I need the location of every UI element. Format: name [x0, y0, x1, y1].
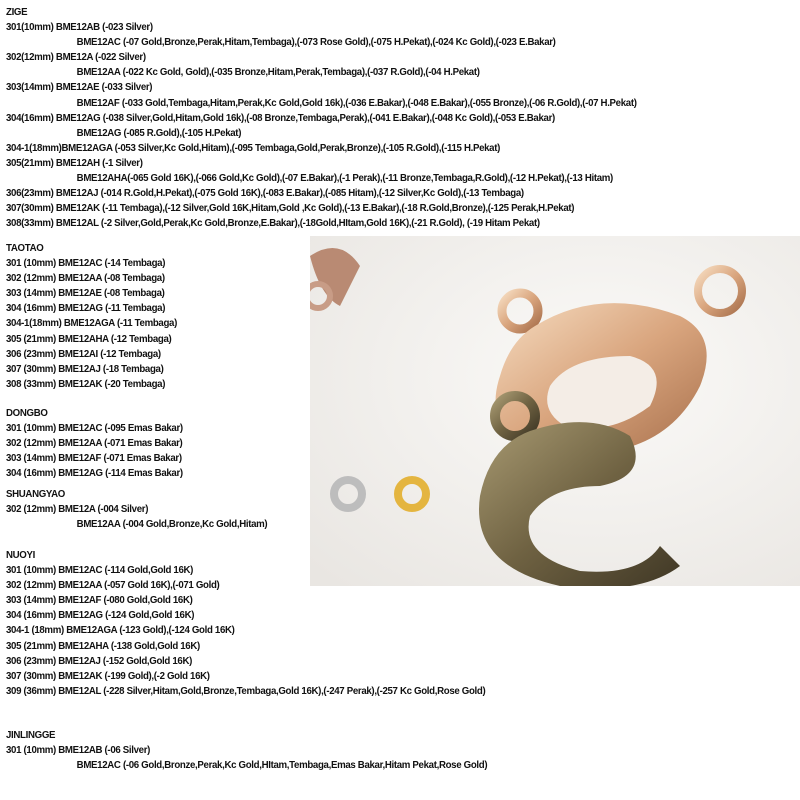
product-line: 304 (16mm) BME12AG (-114 Emas Bakar): [6, 468, 183, 480]
product-line: BME12AC (-06 Gold,Bronze,Perak,Kc Gold,HItam,Tembaga,Emas Bakar,Hitam Pekat,Rose Gold): [76, 760, 488, 772]
product-line: BME12AC (-07 Gold,Bronze,Perak,Hitam,Tembaga),(-073 Rose Gold),(-075 H.Pekat),(-024 Kc Gold),(-023 E.Bakar): [76, 37, 556, 49]
product-line: 305(21mm) BME12AH (-1 Silver): [6, 157, 143, 169]
brand-heading: DONGBO: [6, 408, 48, 419]
product-line: 303 (14mm) BME12AF (-080 Gold,Gold 16K): [6, 595, 193, 607]
product-line: 306 (23mm) BME12AJ (-152 Gold,Gold 16K): [6, 655, 192, 667]
product-line: BME12AA (-022 Kc Gold, Gold),(-035 Bronze,Hitam,Perak,Tembaga),(-037 R.Gold),(-04 H.Pekat): [76, 67, 480, 79]
product-line: 307 (30mm) BME12AJ (-18 Tembaga): [6, 363, 164, 375]
product-line: 305 (21mm) BME12AHA (-138 Gold,Gold 16K): [6, 640, 200, 652]
product-line: 304-1 (18mm) BME12AGA (-123 Gold),(-124 Gold 16K): [6, 625, 235, 637]
product-line: 304-1(18mm) BME12AGA (-11 Tembaga): [6, 318, 177, 330]
product-line: 305 (21mm) BME12AHA (-12 Tembaga): [6, 333, 172, 345]
product-line: 303(14mm) BME12AE (-033 Silver): [6, 82, 153, 94]
product-line: 302(12mm) BME12A (-022 Silver): [6, 52, 146, 64]
product-line: 302 (12mm) BME12A (-004 Silver): [6, 504, 149, 516]
product-line: 303 (14mm) BME12AE (-08 Tembaga): [6, 288, 165, 300]
product-line: 308 (33mm) BME12AK (-20 Tembaga): [6, 378, 166, 390]
product-line: 301 (10mm) BME12AC (-095 Emas Bakar): [6, 423, 183, 435]
brand-heading: ZIGE: [6, 7, 28, 18]
brand-section-dongbo: [6, 406, 183, 481]
product-line: 307(30mm) BME12AK (-11 Tembaga),(-12 Silver,Gold 16K,Hitam,Gold ,Kc Gold),(-13 E.Bakar),(-18 R.Gold,Bronze),(-125 Perak,H.Pekat): [6, 203, 575, 215]
product-line: 301 (10mm) BME12AB (-06 Silver): [6, 745, 151, 757]
product-line: 304 (16mm) BME12AG (-11 Tembaga): [6, 303, 166, 315]
brand-heading: NUOYI: [6, 550, 35, 561]
product-line: 304 (16mm) BME12AG (-124 Gold,Gold 16K): [6, 610, 195, 622]
product-line: 306(23mm) BME12AJ (-014 R.Gold,H.Pekat),(-075 Gold 16K),(-083 E.Bakar),(-085 Hitam),(-12 Silver,Kc Gold),(-13 Tembaga): [6, 188, 524, 200]
brand-section-shuangyao: [6, 487, 267, 532]
product-line: 304(16mm) BME12AG (-038 Silver,Gold,Hitam,Gold 16k),(-08 Bronze,Tembaga,Perak),(-041 E.Bakar),(-048 Kc Gold),(-053 E.Bakar): [6, 112, 555, 124]
product-line: 307 (30mm) BME12AK (-199 Gold),(-2 Gold 16K): [6, 670, 210, 682]
brand-section-jinlingge: [6, 728, 487, 773]
product-line: 301(10mm) BME12AB (-023 Silver): [6, 22, 153, 34]
product-line: 308(33mm) BME12AL (-2 Silver,Gold,Perak,Kc Gold,Bronze,E.Bakar),(-18Gold,HItam,Gold 16K),(-21 R.Gold), (-19 Hitam Pekat): [6, 218, 540, 230]
product-line: 303 (14mm) BME12AF (-071 Emas Bakar): [6, 453, 182, 465]
brand-section-taotao: [6, 241, 177, 392]
clasp-product-photo: [300, 236, 800, 586]
brand-heading: JINLINGGE: [6, 730, 56, 741]
product-line: 302 (12mm) BME12AA (-071 Emas Bakar): [6, 438, 183, 450]
product-line: 306 (23mm) BME12AI (-12 Tembaga): [6, 348, 161, 360]
product-line: 304-1(18mm)BME12AGA (-053 Silver,Kc Gold,Hitam),(-095 Tembaga,Gold,Perak,Bronze),(-105 R.Gold),(-115 H.Pekat): [6, 142, 501, 154]
brand-section-zige: [6, 5, 637, 231]
brand-section-nuoyi: [6, 548, 485, 699]
product-line: 302 (12mm) BME12AA (-08 Tembaga): [6, 273, 165, 285]
product-line: BME12AF (-033 Gold,Tembaga,Hitam,Perak,Kc Gold,Gold 16k),(-036 E.Bakar),(-048 E.Bakar),(-055 Bronze),(-06 R.Gold),(-07 H.Pekat): [76, 97, 637, 109]
product-line: BME12AG (-085 R.Gold),(-105 H.Pekat): [76, 127, 242, 139]
product-line: 301 (10mm) BME12AC (-114 Gold,Gold 16K): [6, 565, 194, 577]
product-line: 301 (10mm) BME12AC (-14 Tembaga): [6, 258, 166, 270]
brand-heading: TAOTAO: [6, 243, 44, 254]
product-line: BME12AA (-004 Gold,Bronze,Kc Gold,Hitam): [76, 519, 268, 531]
product-line: 302 (12mm) BME12AA (-057 Gold 16K),(-071 Gold): [6, 580, 220, 592]
product-line: BME12AHA(-065 Gold 16K),(-066 Gold,Kc Gold),(-07 E.Bakar),(-1 Perak),(-11 Bronze,Tembaga,R.Gold),(-12 H.Pekat),(-13 Hitam): [76, 173, 613, 185]
product-line: 309 (36mm) BME12AL (-228 Silver,Hitam,Gold,Bronze,Tembaga,Gold 16K),(-247 Perak),(-257 Kc Gold,Rose Gold): [6, 685, 486, 697]
brand-heading: SHUANGYAO: [6, 489, 66, 500]
